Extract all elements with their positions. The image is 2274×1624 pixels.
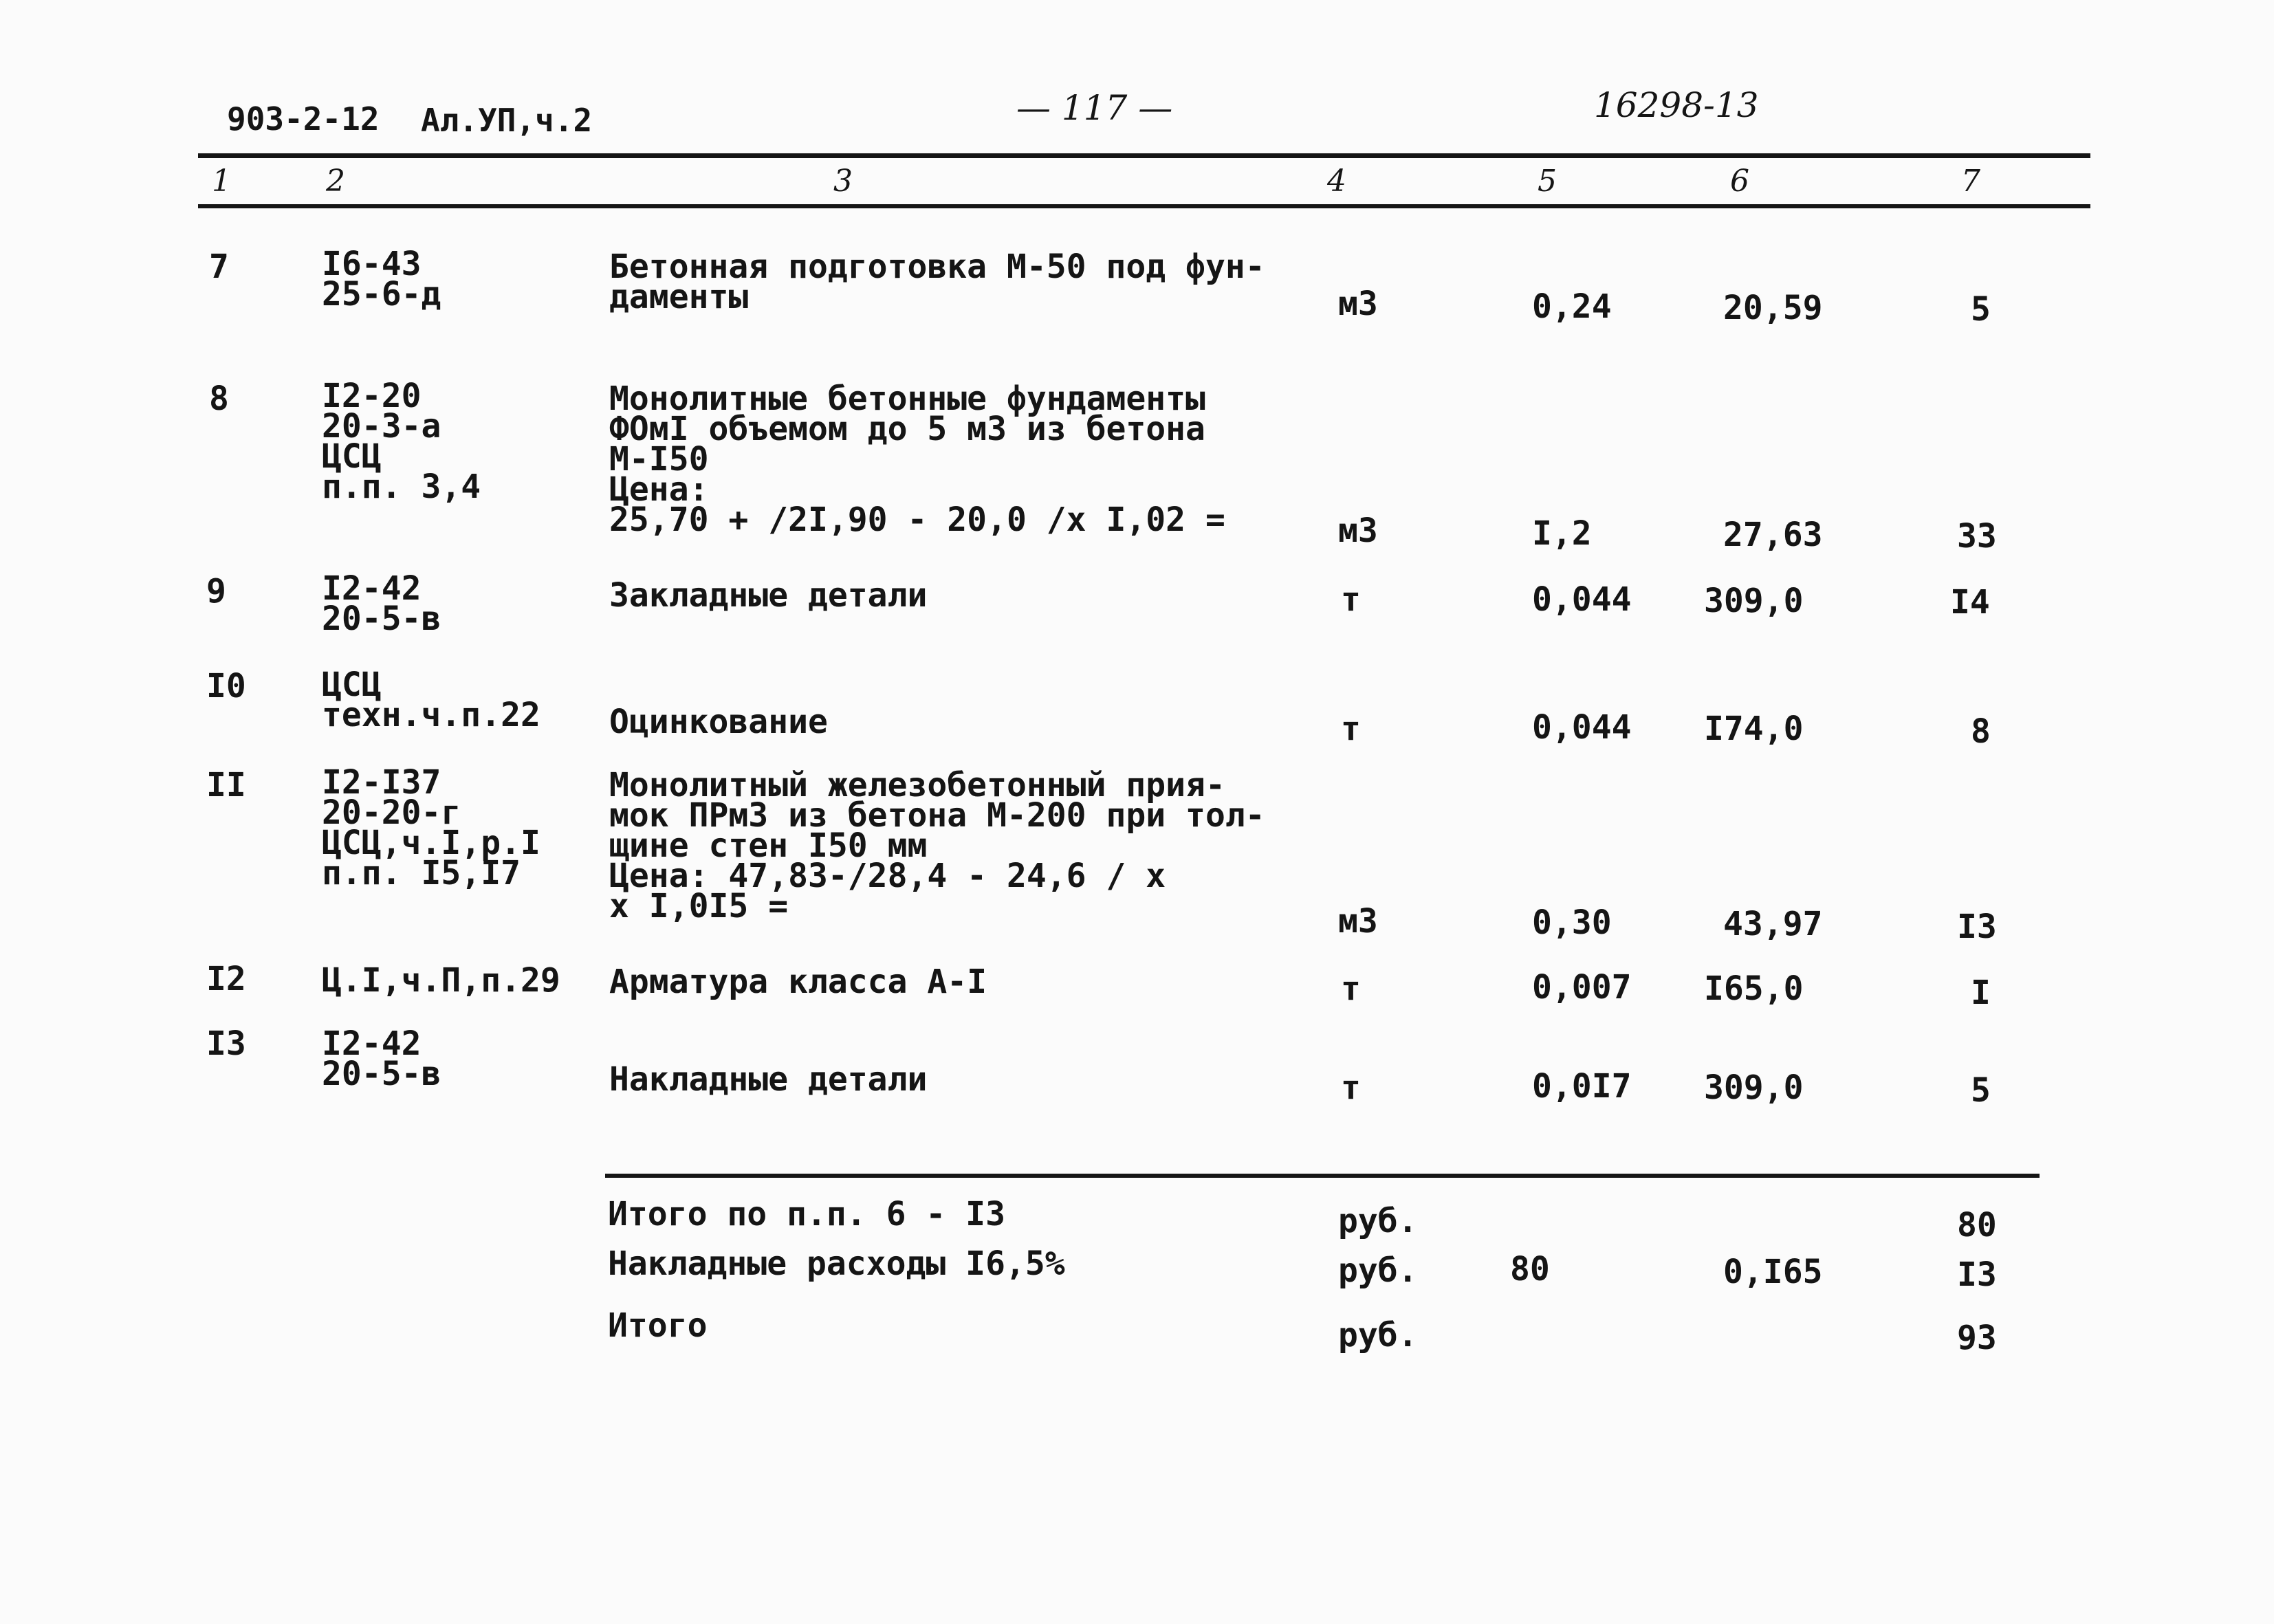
summary-total: I3 bbox=[1957, 1255, 1997, 1294]
row-quantity: 0,044 bbox=[1532, 708, 1632, 747]
row-quantity: 0,24 bbox=[1532, 287, 1612, 326]
document-code: 903-2-12 bbox=[227, 100, 380, 138]
row-quantity: 0,007 bbox=[1532, 968, 1632, 1007]
column-number-5: 5 bbox=[1538, 164, 1557, 199]
row-description: Арматура класса А-I bbox=[609, 963, 987, 1001]
row-total: I4 bbox=[1950, 583, 1990, 622]
row-total: I bbox=[1971, 974, 1991, 1012]
summary-unit: руб. bbox=[1338, 1251, 1418, 1290]
row-unit: м3 bbox=[1338, 902, 1378, 941]
row-number: I0 bbox=[206, 667, 246, 705]
row-reference: I2-42 20-5-в bbox=[322, 1024, 441, 1093]
row-description: Монолитные бетонные фундаменты ФОмI объемом до 5 м3 из бетона М-I50 Цена: 25,70 + /2I,90 - 20,0 /х I,02 = bbox=[609, 380, 1225, 539]
row-description: Монолитный железобетонный прия- мок ПРм3 из бетона М-200 при тол- щине стен I50 мм Цена: 47,83-/28,4 - 24,6 / х х I,0I5 = bbox=[609, 766, 1265, 925]
summary-rule bbox=[605, 1174, 2040, 1178]
row-number: 9 bbox=[206, 572, 226, 611]
summary-total: 93 bbox=[1957, 1319, 1997, 1357]
row-price: 43,97 bbox=[1723, 905, 1823, 943]
row-quantity: 0,30 bbox=[1532, 903, 1612, 942]
row-number: I2 bbox=[206, 960, 246, 998]
row-quantity: 0,0I7 bbox=[1532, 1067, 1632, 1106]
row-number: 7 bbox=[209, 248, 229, 286]
row-reference: Ц.I,ч.П,п.29 bbox=[322, 961, 560, 1000]
summary-base: 80 bbox=[1510, 1250, 1550, 1288]
row-total: 8 bbox=[1971, 712, 1991, 751]
row-number: 8 bbox=[209, 380, 229, 418]
column-number-1: 1 bbox=[212, 164, 231, 199]
row-total: 33 bbox=[1957, 517, 1997, 556]
row-price: I65,0 bbox=[1704, 969, 1804, 1008]
row-price: I74,0 bbox=[1704, 710, 1804, 748]
header-bottom-rule bbox=[198, 204, 2090, 208]
row-description: Оцинкование bbox=[609, 703, 828, 741]
row-price: 309,0 bbox=[1704, 582, 1804, 620]
row-total: I3 bbox=[1957, 908, 1997, 946]
row-description: Накладные детали bbox=[609, 1060, 928, 1099]
column-number-3: 3 bbox=[833, 164, 853, 199]
column-number-2: 2 bbox=[326, 164, 345, 199]
summary-label: Итого bbox=[608, 1306, 708, 1345]
header-top-rule bbox=[198, 153, 2090, 158]
row-quantity: I,2 bbox=[1532, 514, 1592, 553]
row-unit: т bbox=[1341, 1068, 1361, 1107]
row-reference: I6-43 25-6-д bbox=[322, 245, 441, 314]
document-number: 16298-13 bbox=[1594, 85, 1759, 125]
row-reference: I2-42 20-5-в bbox=[322, 569, 441, 638]
summary-label: Накладные расходы I6,5% bbox=[608, 1244, 1065, 1283]
row-price: 27,63 bbox=[1723, 516, 1823, 554]
row-unit: т bbox=[1341, 969, 1361, 1008]
row-reference: I2-I37 20-20-г ЦСЦ,ч.I,р.I п.п. I5,I7 bbox=[322, 763, 540, 892]
page-number: — 117 — bbox=[1016, 88, 1173, 128]
column-number-4: 4 bbox=[1327, 164, 1346, 199]
column-number-6: 6 bbox=[1730, 164, 1749, 199]
column-number-7: 7 bbox=[1961, 164, 1980, 199]
row-description: Бетонная подготовка М-50 под фун- даменты bbox=[609, 248, 1265, 316]
row-unit: м3 bbox=[1338, 512, 1378, 550]
row-total: 5 bbox=[1971, 290, 1991, 329]
row-total: 5 bbox=[1971, 1071, 1991, 1110]
summary-total: 80 bbox=[1957, 1206, 1997, 1244]
summary-unit: руб. bbox=[1338, 1316, 1418, 1354]
row-number: I3 bbox=[206, 1024, 246, 1063]
summary-label: Итого по п.п. 6 - I3 bbox=[608, 1195, 1005, 1233]
row-description: Закладные детали bbox=[609, 576, 928, 615]
row-price: 20,59 bbox=[1723, 289, 1823, 327]
row-reference: ЦСЦ техн.ч.п.22 bbox=[322, 666, 540, 734]
row-unit: м3 bbox=[1338, 285, 1378, 323]
row-unit: т bbox=[1341, 580, 1361, 619]
row-number: II bbox=[206, 766, 246, 804]
album-reference: Ал.УП,ч.2 bbox=[421, 102, 593, 139]
row-price: 309,0 bbox=[1704, 1068, 1804, 1107]
row-reference: I2-20 20-3-а ЦСЦ п.п. 3,4 bbox=[322, 377, 481, 506]
summary-rate: 0,I65 bbox=[1723, 1253, 1823, 1291]
summary-unit: руб. bbox=[1338, 1202, 1418, 1240]
row-unit: т bbox=[1341, 710, 1361, 748]
row-quantity: 0,044 bbox=[1532, 580, 1632, 619]
